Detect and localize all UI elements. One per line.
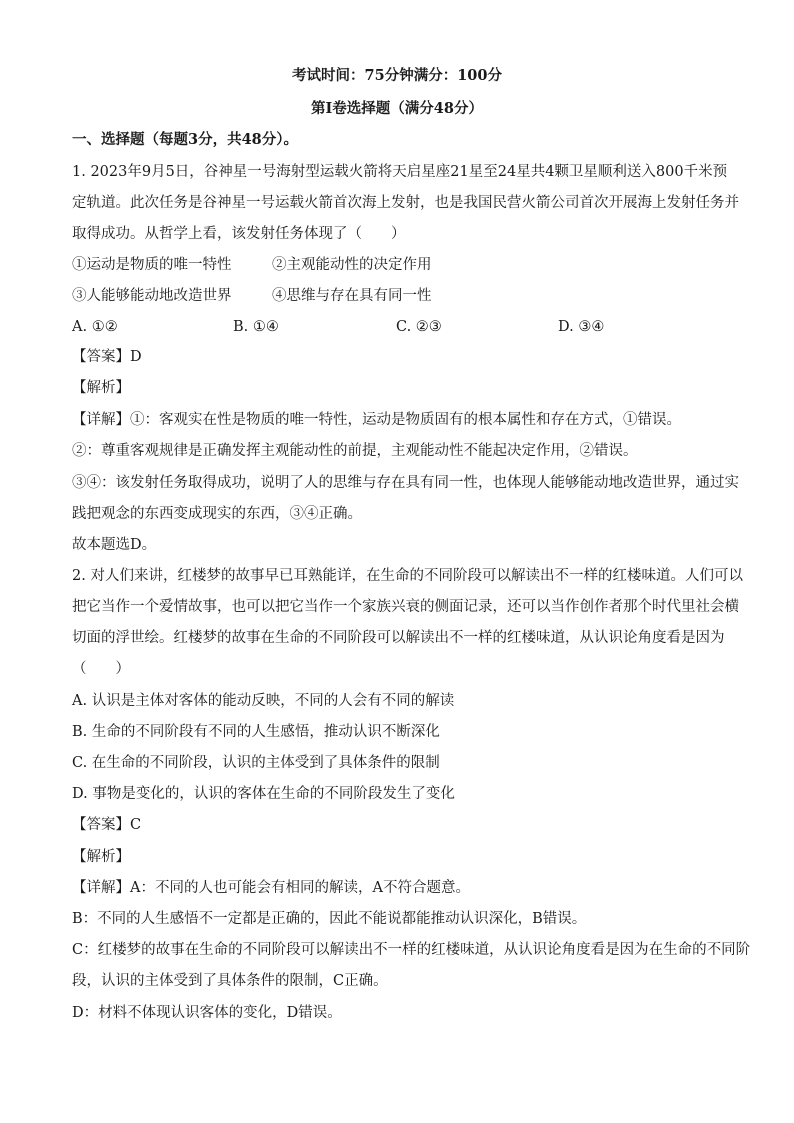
q2-option-a: A. 认识是主体对客体的能动反映，不同的人会有不同的解读 xyxy=(72,693,455,709)
q2-explanation-line-1: 【详解】A：不同的人也可能会有相同的解读，A不符合题意。 xyxy=(72,880,470,896)
q2-option-b: B. 生命的不同阶段有不同的人生感悟，推动认识不断深化 xyxy=(72,724,440,740)
q2-stem-line-2: 把它当作一个爱情故事，也可以把它当作一个家族兴衰的侧面记录，还可以当作创作者那个时代里社会横 xyxy=(72,599,739,615)
q1-statement-4: ④思维与存在具有同一性 xyxy=(272,288,432,304)
q1-explanation-line-2: ②：尊重客观规律是正确发挥主观能动性的前提，主观能动性不能起决定作用，②错误。 xyxy=(72,443,638,459)
q1-option-b: B. ①④ xyxy=(233,319,279,335)
q2-stem-line-3: 切面的浮世绘。红楼梦的故事在生命的不同阶段可以解读出不一样的红楼味道，从认识论角度看是因为 xyxy=(72,630,725,646)
q1-explanation-line-1: 【详解】①：客观实在性是物质的唯一特性，运动是物质固有的根本属性和存在方式，①错误。 xyxy=(72,412,681,428)
q1-conclusion: 故本题选D。 xyxy=(72,537,157,553)
q1-statement-2: ②主观能动性的决定作用 xyxy=(272,257,432,273)
q1-explanation-line-4: 践把观念的东西变成现实的东西，③④正确。 xyxy=(72,506,362,522)
q2-option-c: C. 在生命的不同阶段，认识的主体受到了具体条件的限制 xyxy=(72,755,440,771)
q2-analysis-label: 【解析】 xyxy=(72,849,130,865)
q2-explanation-line-4: 段，认识的主体受到了具体条件的限制，C正确。 xyxy=(72,973,388,989)
q2-option-d: D. 事物是变化的，认识的客体在生命的不同阶段发生了变化 xyxy=(72,786,455,802)
q1-statement-3: ③人能够能动地改造世界 xyxy=(72,288,232,304)
q1-statement-1: ①运动是物质的唯一特性 xyxy=(72,257,232,273)
q1-option-c: C. ②③ xyxy=(396,319,442,335)
q1-statements-row-1 xyxy=(72,255,732,275)
q1-option-a: A. ①② xyxy=(72,319,118,335)
q2-answer: 【答案】C xyxy=(72,817,142,833)
q1-stem-line-2: 定轨道。此次任务是谷神星一号运载火箭首次海上发射，也是我国民营火箭公司首次开展海上发射任务并 xyxy=(72,195,739,211)
q2-explanation-line-5: D：材料不体现认识客体的变化，D错误。 xyxy=(72,1005,342,1021)
q1-statements-row-2 xyxy=(72,286,732,306)
q2-stem-line-1: 2. 对人们来讲，红楼梦的故事早已耳熟能详，在生命的不同阶段可以解读出不一样的红楼味道。人们可以 xyxy=(72,568,743,584)
section-title: 第Ⅰ卷选择题（满分48分） xyxy=(311,100,483,117)
q1-options-row xyxy=(72,317,732,337)
q1-option-d: D. ③④ xyxy=(558,319,605,335)
q2-stem-line-4: （ ） xyxy=(72,661,130,677)
exam-time-line: 考试时间：75分钟满分：100分 xyxy=(292,67,502,84)
q1-stem-line-1: 1. 2023年9月5日，谷神星一号海射型运载火箭将天启星座21星至24星共4颗卫星顺利送入800千米预 xyxy=(72,164,728,180)
q1-answer: 【答案】D xyxy=(72,349,142,365)
q1-stem-line-3: 取得成功。从哲学上看，该发射任务体现了（ ） xyxy=(72,226,406,242)
part-heading: 一、选择题（每题3分，共48分）。 xyxy=(72,131,299,148)
q1-explanation-line-3: ③④：该发射任务取得成功，说明了人的思维与存在具有同一性，也体现人能够能动地改造世界，通过实 xyxy=(72,475,739,491)
q2-explanation-line-2: B：不同的人生感悟不一定都是正确的，因此不能说都能推动认识深化，B错误。 xyxy=(72,911,587,927)
q1-analysis-label: 【解析】 xyxy=(72,380,130,396)
q2-explanation-line-3: C：红楼梦的故事在生命的不同阶段可以解读出不一样的红楼味道，从认识论角度看是因为在生命的不同阶 xyxy=(72,942,751,958)
